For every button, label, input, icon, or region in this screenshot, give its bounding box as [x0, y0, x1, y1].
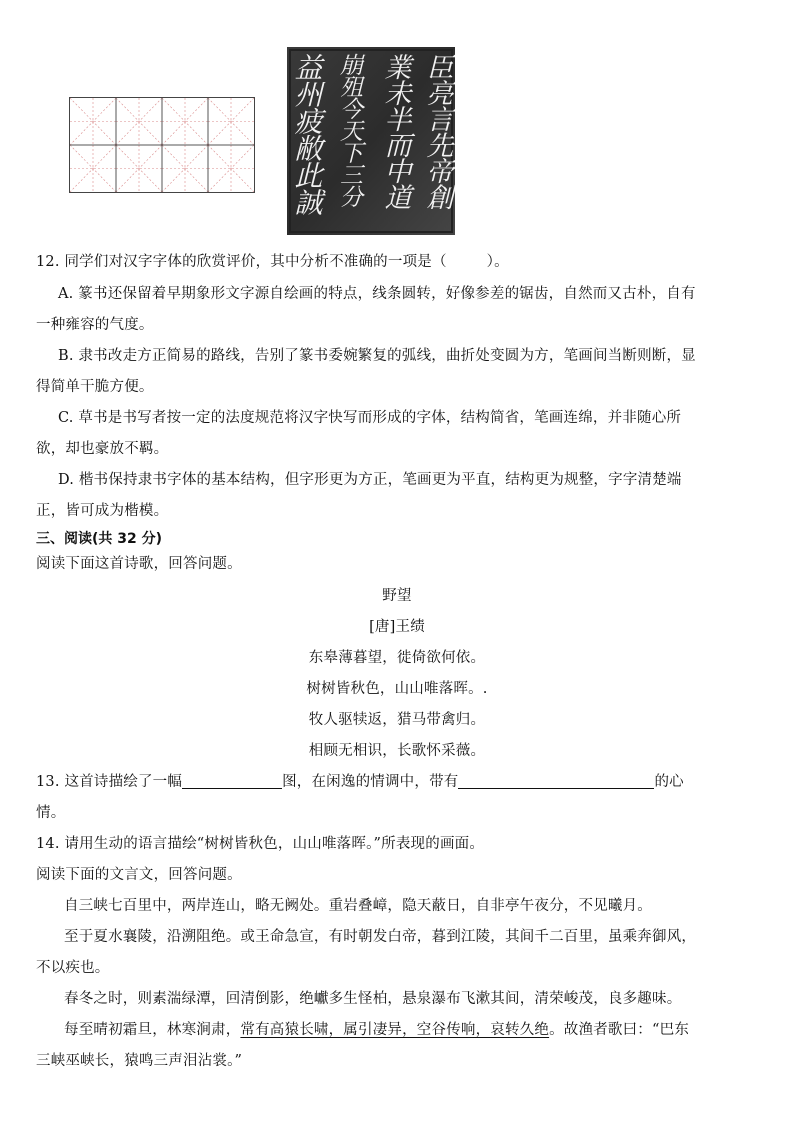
calligraphy-artwork [287, 47, 455, 235]
poem-line: 相顾无相识，长歌怀采薇。 [308, 743, 486, 759]
classical-p4-post: 。故渔者歌曰：“巴东 [549, 1022, 690, 1038]
calligraphy-column-3: 崩殂今天下三分 [336, 53, 362, 207]
q13-part1: 13. 这首诗描绘了一幅 [36, 774, 183, 790]
q14-text: 14. 请用生动的语言描绘“树树皆秋色，山山唯落晖。”所表现的画面。 [36, 836, 485, 852]
writing-grid [69, 97, 255, 193]
calligraphy-image [287, 47, 455, 235]
calligraphy-column-4: 益州疲敝此誠 [290, 53, 324, 215]
q12-option-a-line2: 一种雍容的气度。 [36, 317, 154, 333]
classical-p2-line1: 至于夏水襄陵，沿溯阻绝。或王命急宣，有时朝发白帝，暮到江陵，其间千二百里，虽乘奔御风， [64, 929, 697, 945]
section-intro: 阅读下面这首诗歌，回答问题。 [36, 556, 242, 572]
classical-p2-line2: 不以疾也。 [36, 960, 110, 976]
poem-line: 东皋薄暮望，徙倚欲何依。 [308, 650, 486, 666]
classical-p4-line2: 三峡巫峡长，猿鸣三声泪沾裳。” [36, 1053, 243, 1069]
q12-stem-end: ）。 [486, 254, 509, 270]
classical-p4-pre: 每至晴初霜旦，林寒涧肃， [64, 1022, 241, 1038]
poem-line: 牧人驱犊返，猎马带禽归。 [308, 712, 486, 728]
q12-option-b-line2: 得简单干脆方便。 [36, 379, 154, 395]
q12-option-d-line2: 正，皆可成为楷模。 [36, 503, 169, 519]
q13-part3: 的心 [654, 774, 684, 790]
q12-option-c-line2: 欲，却也豪放不羁。 [36, 441, 169, 457]
q13-blank-2[interactable] [458, 772, 654, 789]
classical-p4-underlined: 常有高猿长啸，属引凄异，空谷传响，哀转久绝 [240, 1022, 550, 1038]
calligraphy-column-1: 臣亮言先帝創 [421, 53, 453, 209]
q12-option-b-line1: B. 隶书改走方正简易的路线，告别了篆书委婉繁复的弧线，曲折处变圆为方，笔画间当断则断，显 [58, 348, 696, 364]
calligraphy-column-2: 業未半而中道 [379, 53, 411, 209]
classical-p3: 春冬之时，则素湍绿潭，回清倒影，绝巘多生怪柏，悬泉瀑布飞漱其间，清荣峻茂，良多趣味。 [64, 991, 682, 1007]
classical-p4-line1 [64, 1020, 689, 1040]
writing-grid-lines [70, 98, 254, 192]
classical-p1: 自三峡七百里中，两岸连山，略无阙处。重岩叠嶂，隐天蔽日，自非亭午夜分，不见曦月。 [64, 898, 652, 914]
q12-option-a-line1: A. 篆书还保留着早期象形文字源自绘画的特点，线条圆转，好像参差的锯齿，自然而又古朴，自有 [58, 286, 696, 302]
q13-line1 [36, 772, 684, 792]
q12-stem-text: 12. 同学们对汉字字体的欣赏评价，其中分析不准确的一项是（ [36, 254, 447, 270]
classical-intro: 阅读下面的文言文，回答问题。 [36, 867, 242, 883]
q13-line2: 情。 [36, 805, 66, 821]
q12-option-d-line1: D. 楷书保持隶书字体的基本结构，但字形更为方正，笔画更为平直，结构更为规整，字字清楚端 [58, 472, 682, 488]
q12-stem [36, 252, 509, 272]
poem-line: 树树皆秋色，山山唯落晖。. [306, 681, 488, 697]
q12-option-c-line1: C. 草书是书写者按一定的法度规范将汉字快写而形成的字体，结构简省，笔画连绵，并非随心所 [58, 410, 682, 426]
q13-blank-1[interactable] [182, 772, 282, 789]
q13-part2: 图，在闲逸的情调中，带有 [282, 774, 459, 790]
poem-title: 野望 [382, 588, 412, 604]
poem-author: [唐]王绩 [369, 619, 425, 635]
section-title: 三、阅读(共 32 分) [36, 531, 163, 547]
